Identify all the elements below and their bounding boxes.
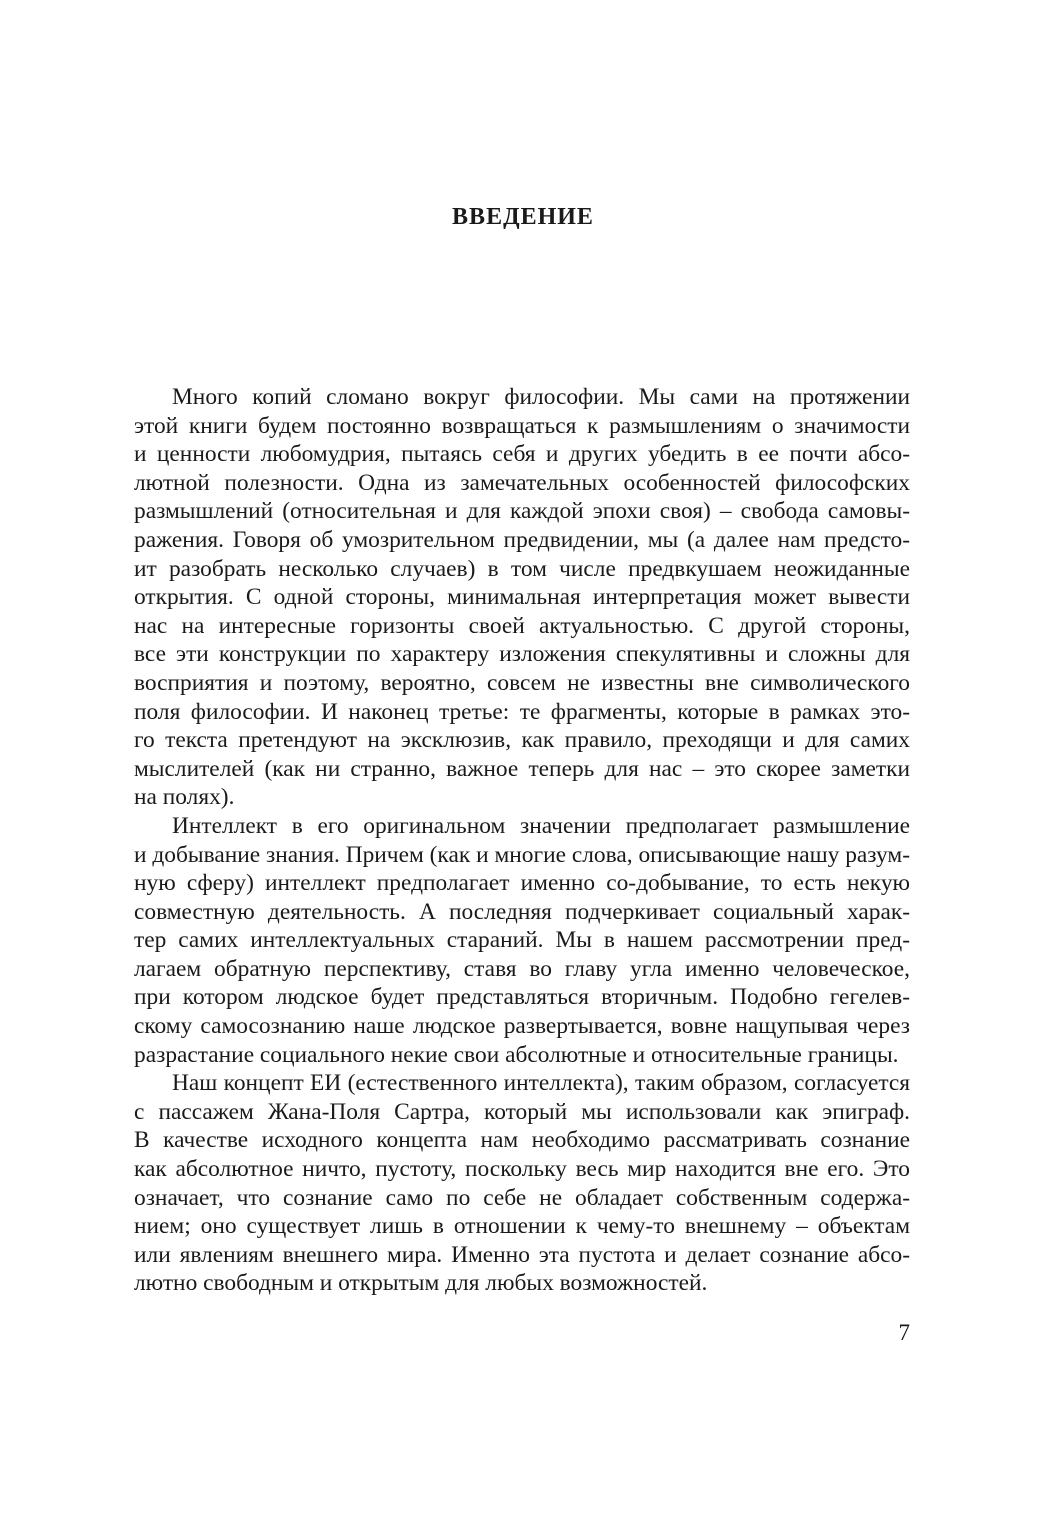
text-line: разрастание социального некие свои абсолютные и относительные границы. [134,1041,899,1068]
text-line: и ценности любомудрия, пытаясь себя и других убедить в ее почти абсо- [134,441,910,468]
text-line: лютно свободным и открытым для любых возможностей. [134,1270,708,1297]
page-number: 7 [898,1320,910,1345]
text-line: ражения. Говоря об умозрительном предвидении, мы (а далее нам предсто- [134,526,910,553]
text-line: нас на интересные горизонты своей актуальностью. С другой стороны, [134,612,910,639]
text-line: лютной полезности. Одна из замечательных особенностей философских [134,469,910,496]
text-line: этой книги будем постоянно возвращаться к размышлениям о значимости [134,412,910,439]
text-line: при котором людское будет представляться вторичным. Подобно гегелев- [134,984,910,1011]
text-line: означает, что сознание само по себе не обладает собственным содержа- [134,1184,910,1211]
paragraph [134,383,910,812]
text-line: мыслителей (как ни странно, важное теперь для нас – это скорее заметки [134,755,910,782]
paragraph [134,812,910,1069]
text-line: восприятия и поэтому, вероятно, совсем не известны вне символического [134,669,910,696]
paragraph [134,1069,910,1298]
text-line: го текста претендуют на эксклюзив, как правило, преходящи и для самих [134,727,910,754]
text-line: Много копий сломано вокруг философии. Мы сами на протяжении [172,384,910,410]
text-line: как абсолютное ничто, пустоту, поскольку весь мир находится вне его. Это [134,1156,910,1183]
text-line: Интеллект в его оригинальном значении предполагает размышление [172,812,910,839]
text-line: ит разобрать несколько случаев) в том числе предвкушаем неожиданные [134,555,910,582]
text-line: скому самосознанию наше людское развертывается, вовне нащупывая через [134,1013,910,1040]
text-line: тер самих интеллектуальных стараний. Мы в нашем рассмотрении пред- [134,927,910,954]
text-line: ную сферу) интеллект предполагает именно со-добывание, то есть некую [134,870,910,897]
text-line: В качестве исходного концепта нам необходимо рассматривать сознание [134,1127,910,1154]
text-line: или явлениям внешнего мира. Именно эта пустота и делает сознание абсо- [134,1241,910,1268]
text-line: поля философии. И наконец третье: те фрагменты, которые в рамках это- [134,698,910,725]
chapter-title: ВВЕДЕНИЕ [452,204,594,230]
text-line: открытия. С одной стороны, минимальная интерпретация может вывести [134,584,910,611]
body-text [134,383,910,1298]
text-line: совместную деятельность. А последняя подчеркивает социальный харак- [134,898,910,925]
text-line: на полях). [134,784,235,811]
text-line: все эти конструкции по характеру изложения спекулятивны и сложны для [134,641,910,668]
text-line: и добывание знания. Причем (как и многие слова, описывающие нашу разум- [134,841,910,868]
text-line: нием; оно существует лишь в отношении к чему-то внешнему – объектам [134,1213,910,1240]
text-line: с пассажем Жана-Поля Сартра, который мы использовали как эпиграф. [134,1098,910,1125]
text-line: размышлений (относительная и для каждой эпохи своя) – свобода самовы- [134,498,910,525]
text-line: Наш концепт ЕИ (естественного интеллекта), таким образом, согласуется [172,1070,910,1097]
text-line: лагаем обратную перспективу, ставя во главу угла именно человеческое, [134,955,910,982]
